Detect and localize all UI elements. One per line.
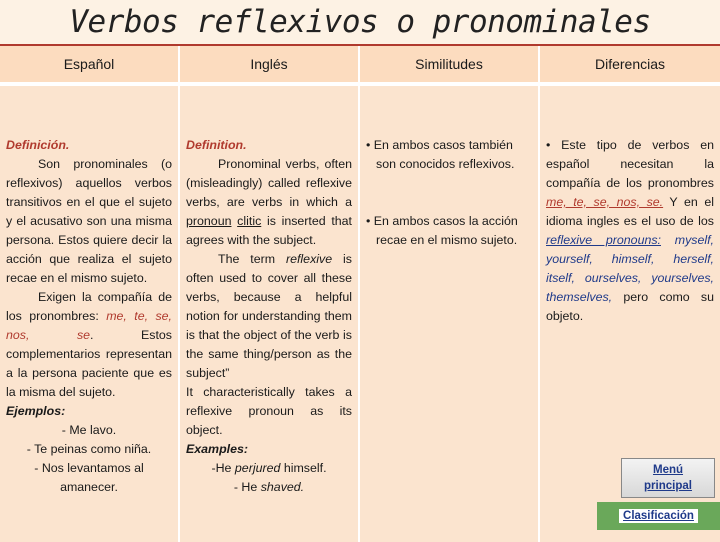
espanol-example-1: - Me lavo. [61, 423, 117, 437]
espanol-pronouns: me, te, se, nos, se [6, 309, 172, 342]
similitud-2: • En ambos casos la acción recae en el mismo sujeto. [366, 214, 518, 247]
ingles-examples-label: Examples: [186, 442, 248, 456]
espanol-ejemplos-label: Ejemplos: [6, 404, 66, 418]
comparison-table [0, 44, 720, 542]
similitud-1: • En ambos casos también son conocidos reflexivos. [366, 138, 515, 171]
cell-similitudes [360, 86, 540, 542]
header-ingles: Inglés [180, 46, 360, 86]
header-similitudes: Similitudes [360, 46, 540, 86]
ingles-charac-text: It characteristically takes a reflexive pronoun as its object. [186, 385, 352, 437]
diferencia-pronouns: me, te, se, nos, se. [546, 195, 664, 209]
ingles-term-text: The term reflexive is often used to cover all these verbs, because a helpful notion for understanding them is that the object of the verb is the same thing/person as the subject” [186, 252, 352, 380]
espanol-example-2: - Te peinas como niña. [26, 442, 152, 456]
ingles-example-2: - He shaved. [233, 480, 305, 494]
cell-espanol [0, 86, 180, 542]
ingles-example-1: -He perjured himself. [211, 461, 327, 475]
espanol-def-text: Son pronominales (o reflexivos) aquellos verbos transitivos en el que el sujeto y el acusativo son una misma persona. Estos quiere decir la acción que realiza el sujeto recae en el mismo sujeto. [6, 157, 172, 285]
menu-principal-button[interactable]: Menú principal [621, 458, 715, 498]
header-diferencias: Diferencias [540, 46, 720, 86]
clasificacion-button[interactable]: Clasificación [597, 502, 720, 530]
ingles-def-label: Definition. [186, 138, 247, 152]
espanol-exigen: Exigen la compañía de los pronombres: me, te, se, nos, se. Estos complementarios representan a la persona paciente que es la misma del sujeto. [6, 290, 173, 399]
diferencia-text: • Este tipo de verbos en español necesitan la compañía de los pronombres me, te, se, nos, se. Y en el idioma ingles es el uso de los reflexive pronouns: myself, yourself, himself, herself, itself, ourselves, yourselves, themselves, pero como su objeto. [546, 138, 714, 323]
espanol-def-label: Definición. [6, 138, 70, 152]
ingles-def-text: Pronominal verbs, often (misleadingly) called reflexive verbs, are verbs in which a pronoun clitic is inserted that agrees with the subject. [186, 157, 352, 247]
header-espanol: Español [0, 46, 180, 86]
cell-ingles [180, 86, 360, 542]
page-title: Verbos reflexivos o pronominales [69, 4, 651, 40]
ingles-pronoun-link[interactable]: pronoun [186, 214, 232, 228]
ingles-clitic-link[interactable]: clitic [237, 214, 262, 228]
diferencia-reflexive-link[interactable]: reflexive pronouns: [546, 233, 661, 247]
espanol-example-3: - Nos levantamos al amanecer. [34, 461, 144, 494]
